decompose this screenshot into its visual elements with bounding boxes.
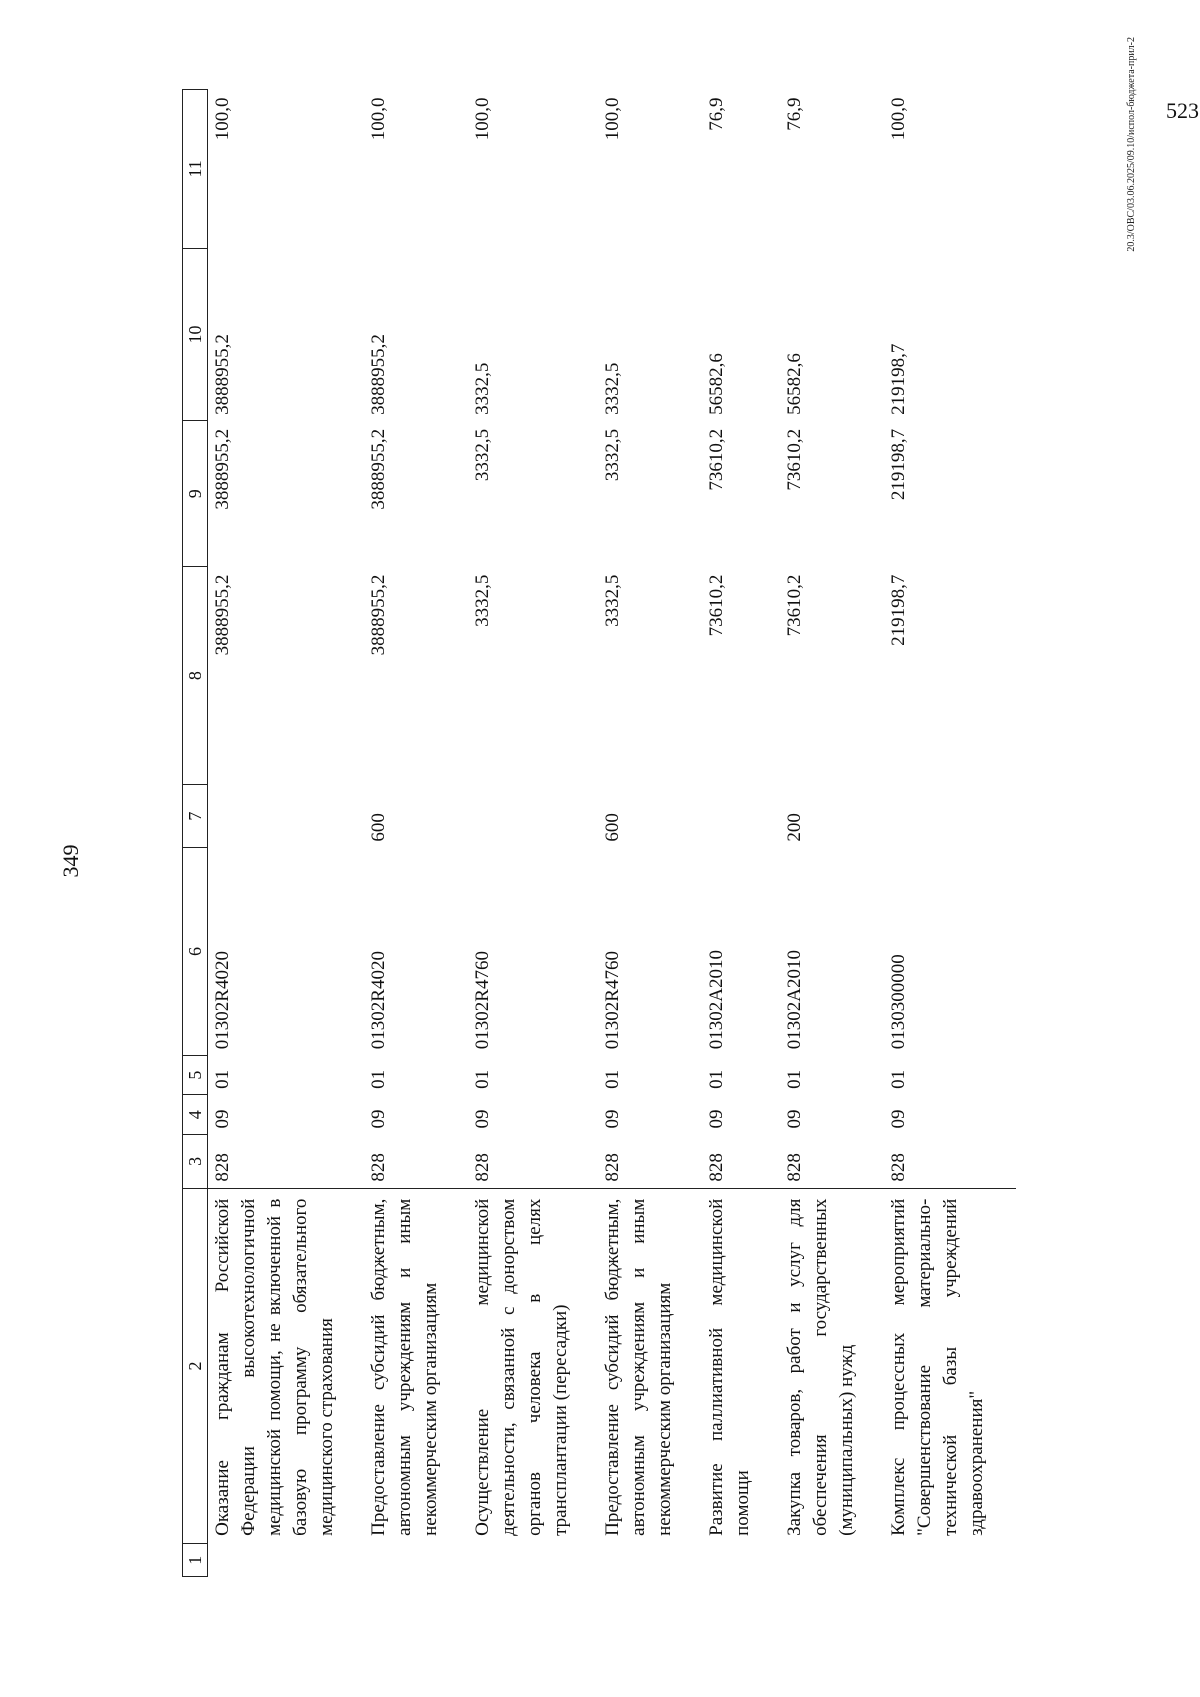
table-cell-c11: 76,9 [784,97,805,131]
table-cell-c10: 56582,6 [706,353,727,415]
table-cell-c10: 3888955,2 [368,334,389,415]
table-cell-c7: 600 [368,813,389,842]
table-cell-c4: 09 [706,1109,727,1129]
table-cell-c3: 828 [212,1153,233,1182]
table-cell-c6: 01302A2010 [706,950,727,1050]
table-cell-c11: 100,0 [888,97,909,141]
table-cell-c4: 09 [368,1109,389,1129]
budget-table [182,89,1016,1577]
column-header: 8 [183,567,208,785]
sheet-number: 523 [1166,98,1199,123]
table-cell-c1 [366,1544,470,1577]
table-row [782,90,886,1577]
table-cell-c5: 01 [212,1069,233,1089]
table-cell-c5: 01 [784,1069,805,1089]
table-row [704,90,782,1577]
table-cell-c10: 219198,7 [888,343,909,415]
table-row [366,90,470,1577]
table-cell-c10: 3332,5 [602,362,623,415]
table-cell-c5: 01 [706,1069,727,1089]
table-cell-c6: 0130300000 [888,954,909,1050]
table-cell-c2: Предоставление субсидий бюджетным, автономным учреждениям и иным некоммерческим организациям [366,1188,470,1544]
column-header: 11 [183,90,208,249]
column-header: 1 [183,1544,208,1577]
table-cell-c1 [782,1544,886,1577]
table-cell-c2: Развитие паллиативной медицинской помощи [704,1188,782,1544]
table-cell-c7: 200 [784,813,805,842]
table-cell-c4: 09 [784,1109,805,1129]
table-row [208,90,367,1577]
table-cell-c7: 600 [602,813,623,842]
table-cell-c9: 3888955,2 [212,428,233,510]
table-cell-c9: 3332,5 [472,428,493,482]
table-cell-c4: 09 [888,1109,909,1129]
table-cell-c5: 01 [602,1069,623,1089]
table-cell-c7 [208,785,367,848]
table-cell-c4: 09 [602,1109,623,1129]
table-row [886,90,1016,1577]
document-code: 20.3/ОВС/03.06.2025/09.10/испол-бюджета-прил-2 [1126,37,1137,252]
table-cell-c7 [886,785,1016,848]
table-cell-c8: 219198,7 [888,574,909,646]
table-cell-c3: 828 [706,1153,727,1182]
table-cell-c3: 828 [472,1153,493,1182]
header-row [183,90,208,1577]
column-header: 6 [183,848,208,1056]
table-cell-c4: 09 [472,1109,493,1129]
table-cell-c2: Закупка товаров, работ и услуг для обеспечения государственных (муниципальных) нужд [782,1188,886,1544]
column-header: 2 [183,1188,208,1544]
table-cell-c8: 73610,2 [706,574,727,637]
column-header: 5 [183,1055,208,1095]
page-number: 349 [58,844,83,878]
table-cell-c3: 828 [784,1153,805,1182]
table-cell-c11: 100,0 [602,97,623,141]
table-cell-c11: 100,0 [472,97,493,141]
table-cell-c1 [886,1544,1016,1577]
table-cell-c1 [470,1544,600,1577]
table-row [470,90,600,1577]
table-row [600,90,704,1577]
column-header: 7 [183,785,208,848]
table-cell-c3: 828 [888,1153,909,1182]
table-cell-c1 [600,1544,704,1577]
table-cell-c5: 01 [368,1069,389,1089]
table-cell-c11: 100,0 [212,97,233,141]
table-cell-c8: 3888955,2 [368,574,389,656]
table-cell-c2: Комплекс процессных мероприятий "Совершенствование материально-технической базы учреждений здравоохранения" [886,1188,1016,1544]
table-cell-c6: 01302R4760 [472,951,493,1050]
table-cell-c2: Осуществление медицинской деятельности, связанной с донорством органов человека в целях трансплантации (пересадки) [470,1188,600,1544]
table-cell-c5: 01 [888,1069,909,1089]
column-header: 9 [183,421,208,567]
table-cell-c4: 09 [212,1109,233,1129]
table-cell-c11: 100,0 [368,97,389,141]
table-cell-c6: 01302A2010 [784,950,805,1050]
table-cell-c10: 3332,5 [472,362,493,415]
table-cell-c9: 73610,2 [784,428,805,491]
table-cell-c7 [704,785,782,848]
table-cell-c2: Предоставление субсидий бюджетным, автономным учреждениям и иным некоммерческим организациям [600,1188,704,1544]
table-cell-c2: Оказание гражданам Российской Федерации высокотехнологичной медицинской помощи, не включенной в базовую программу обязательного медицинского страхования [208,1188,367,1544]
table-cell-c8: 3888955,2 [212,574,233,656]
table-cell-c6: 01302R4020 [212,951,233,1050]
table-cell-c8: 3332,5 [602,574,623,627]
table-cell-c1 [704,1544,782,1577]
table-cell-c3: 828 [602,1153,623,1182]
table-cell-c9: 3332,5 [602,428,623,482]
table-cell-c8: 3332,5 [472,574,493,627]
column-header: 10 [183,248,208,421]
table-cell-c6: 01302R4020 [368,951,389,1050]
table-cell-c10: 3888955,2 [212,334,233,415]
table-cell-c11: 76,9 [706,97,727,131]
column-header: 3 [183,1135,208,1189]
table-cell-c6: 01302R4760 [602,951,623,1050]
table-body [208,90,1017,1577]
table-cell-c5: 01 [472,1069,493,1089]
table-cell-c7 [470,785,600,848]
table-cell-c9: 3888955,2 [368,428,389,510]
table-cell-c1 [208,1544,367,1577]
column-header: 4 [183,1095,208,1135]
table-cell-c8: 73610,2 [784,574,805,637]
table-cell-c9: 73610,2 [706,428,727,491]
table-cell-c10: 56582,6 [784,353,805,415]
table-cell-c9: 219198,7 [888,428,909,501]
table-cell-c3: 828 [368,1153,389,1182]
